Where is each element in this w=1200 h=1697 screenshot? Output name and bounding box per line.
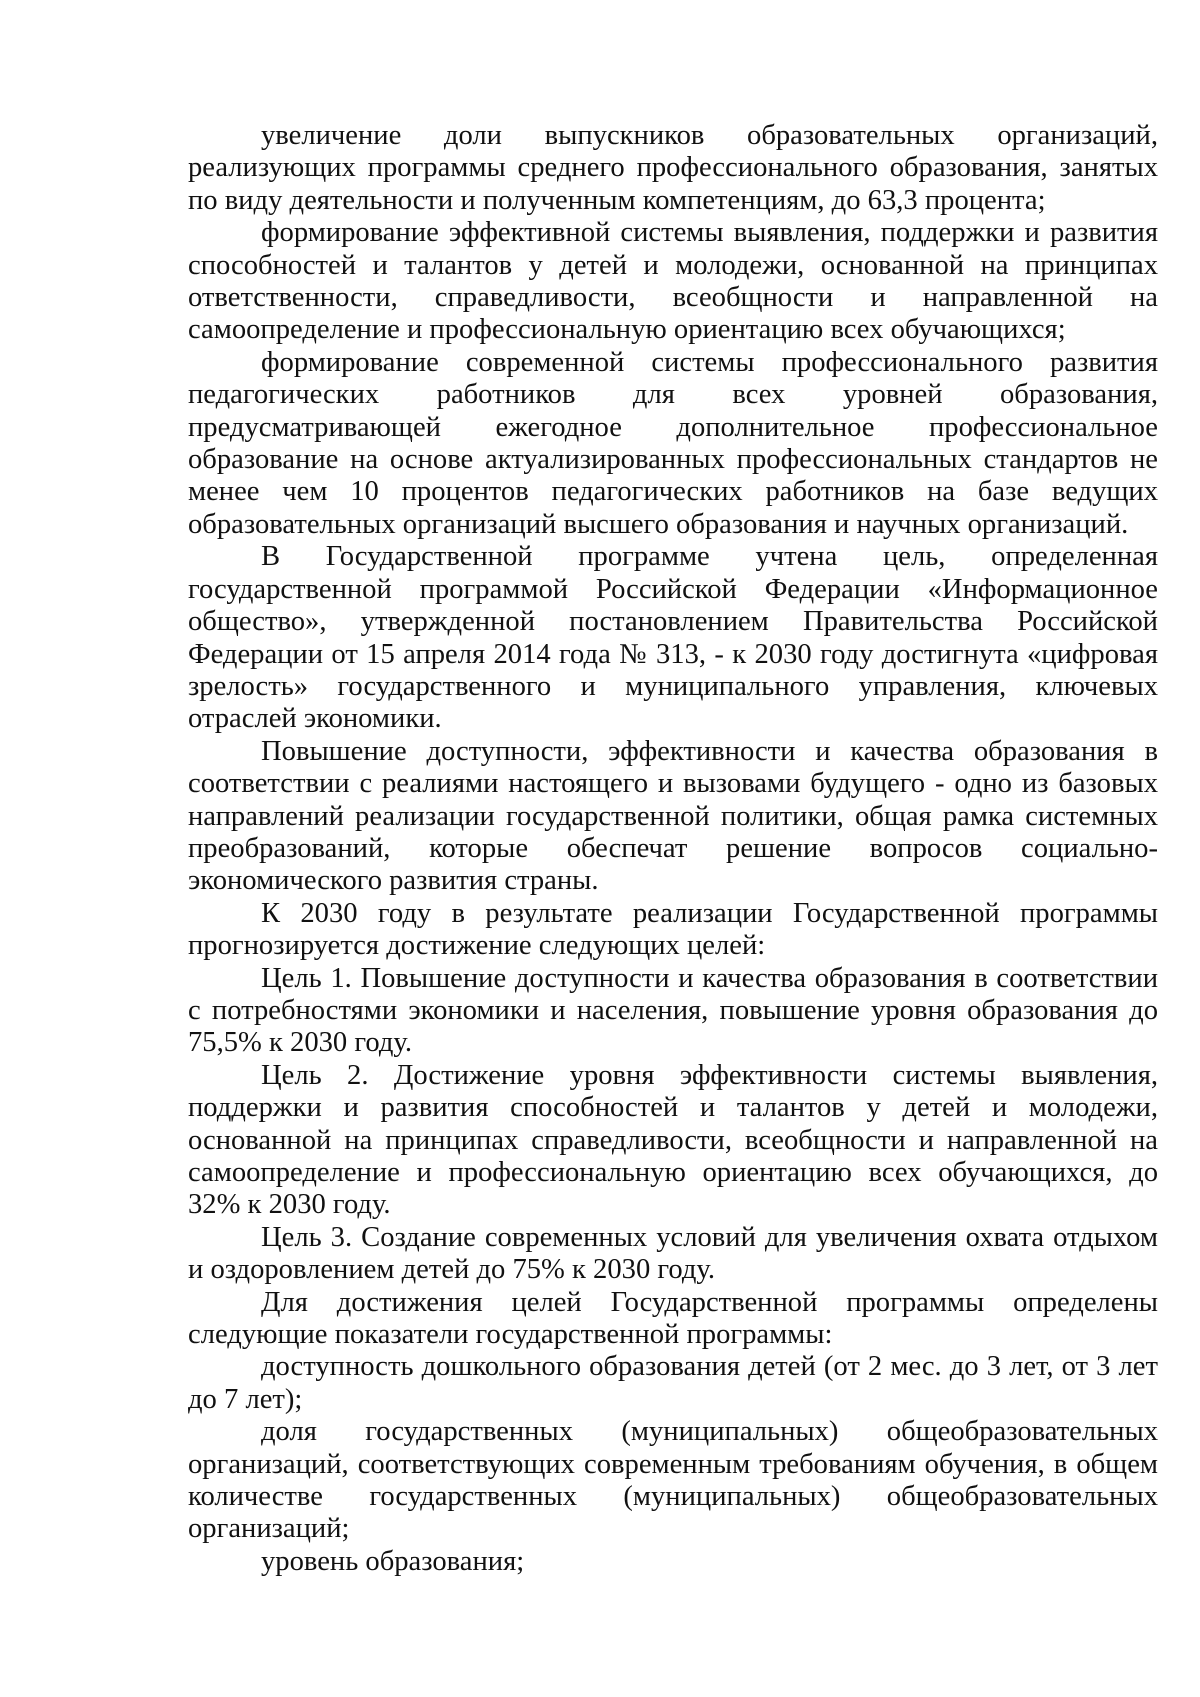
document-page <box>188 120 1158 1578</box>
paragraph-teacher-development: формирование современной системы профессионального развития педагогических работников для всех уровней образования, предусматривающей ежегодное дополнительное профессиональное образование на основе актуализированных профессиональных стандартов не менее чем 10 процентов педагогических работников на базе ведущих образовательных организаций высшего образования и научных организаций. <box>188 346 1158 540</box>
paragraph-goal-1: Цель 1. Повышение доступности и качества образования в соответствии с потребностями экономики и населения, повышение уровня образования до 75,5% к 2030 году. <box>188 962 1158 1059</box>
paragraph-goal-2: Цель 2. Достижение уровня эффективности системы выявления, поддержки и развития способностей и талантов у детей и молодежи, основанной на принципах справедливости, всеобщности и направленной на самоопределение и профессиональную ориентацию всех обучающихся, до 32% к 2030 году. <box>188 1059 1158 1221</box>
paragraph-graduates-employment: увеличение доли выпускников образовательных организаций, реализующих программы среднего профессионального образования, занятых по виду деятельности и полученным компетенциям, до 63,3 процента; <box>188 120 1158 216</box>
paragraph-indicators-intro: Для достижения целей Государственной программы определены следующие показатели государственной программы: <box>188 1286 1158 1351</box>
paragraph-goal-3: Цель 3. Создание современных условий для увеличения охвата отдыхом и оздоровлением детей до 75% к 2030 году. <box>188 1221 1158 1286</box>
paragraph-talent-system: формирование эффективной системы выявления, поддержки и развития способностей и талантов у детей и молодежи, основанной на принципах ответственности, справедливости, всеобщности и направленной на самоопределение и профессиональную ориентацию всех обучающихся; <box>188 217 1158 346</box>
paragraph-indicator-schools: доля государственных (муниципальных) общеобразовательных организаций, соответствующих современным требованиям обучения, в общем количестве государственных (муниципальных) общеобразовательных организаций; <box>188 1416 1158 1545</box>
paragraph-education-accessibility: Повышение доступности, эффективности и качества образования в соответствии с реалиями настоящего и вызовами будущего - одно из базовых направлений реализации государственной политики, общая рамка системных преобразований, которые обеспечат решение вопросов социально-экономического развития страны. <box>188 735 1158 897</box>
paragraph-indicator-preschool: доступность дошкольного образования детей (от 2 мес. до 3 лет, от 3 лет до 7 лет); <box>188 1351 1158 1415</box>
paragraph-information-society: В Государственной программе учтена цель, определенная государственной программой Российской Федерации «Информационное общество», утвержденной постановлением Правительства Российской Федерации от 15 апреля 2014 года № 313, - к 2030 году достигнута «цифровая зрелость» государственного и муниципального управления, ключевых отраслей экономики. <box>188 541 1158 735</box>
paragraph-indicator-education-level: уровень образования; <box>261 1545 525 1577</box>
paragraph-goals-intro: К 2030 году в результате реализации Государственной программы прогнозируется достижение следующих целей: <box>188 897 1158 962</box>
